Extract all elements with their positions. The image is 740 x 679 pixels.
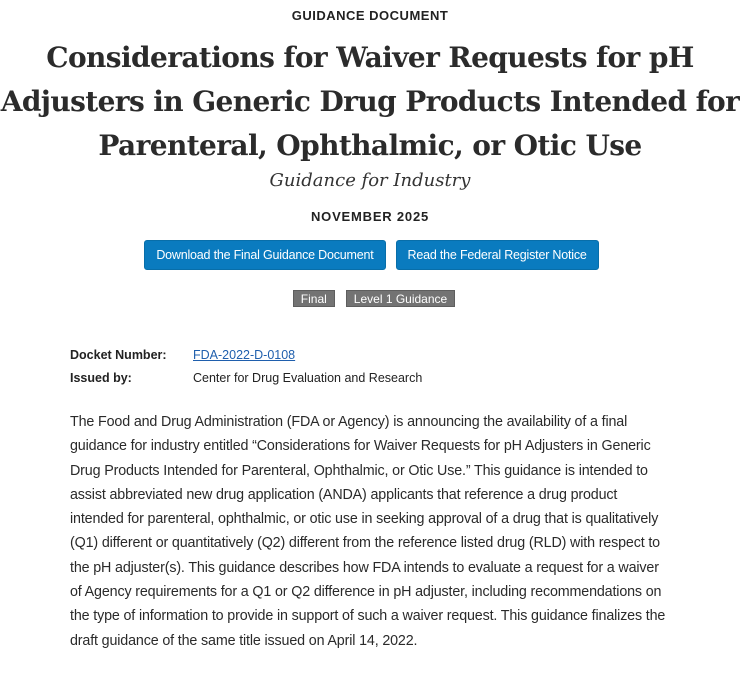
eyebrow-label: GUIDANCE DOCUMENT (291, 8, 449, 23)
document-metadata (70, 347, 422, 393)
status-badges (0, 290, 740, 307)
issuer-value: Center for Drug Evaluation and Research (193, 371, 423, 385)
docket-label: Docket Number: (70, 348, 167, 362)
status-badge-final: Final (293, 290, 335, 307)
federal-register-button[interactable]: Read the Federal Register Notice (396, 240, 599, 270)
issue-date: NOVEMBER 2025 (310, 209, 430, 224)
page-title: Considerations for Waiver Requests for pH Adjusters in Generic Drug Products Intended for Parenteral, Ophthalmic, or Otic Use (0, 41, 740, 162)
summary-paragraph: The Food and Drug Administration (FDA or Agency) is announcing the availability of a final guidance for industry entitled “Considerations for Waiver Requests for pH Adjusters in Generic Drug Products Intended for Parenteral, Ophthalmic, or Otic Use.” This guidance is intended to assist abbreviated new drug application (ANDA) applicants that reference a drug product intended for parenteral, ophthalmic, or otic use in seeking approval of a drug that is qualitatively (Q1) different or quantitatively (Q2) different from the reference listed drug (RLD) with respect to the pH adjuster(s). This guidance describes how FDA intends to evaluate a request for a waiver of Agency requirements for a Q1 or Q2 difference in pH adjuster, including recommendations on the type of information to provide in support of such a waiver request. This guidance finalizes the draft guidance of the same title issued on April 14, 2022. (70, 414, 666, 649)
page-subtitle: Guidance for Industry (269, 170, 471, 191)
download-guidance-button[interactable]: Download the Final Guidance Document (144, 240, 385, 270)
docket-row (70, 347, 422, 370)
issuer-row (70, 370, 422, 393)
issuer-label: Issued by: (70, 371, 132, 385)
action-buttons (0, 240, 740, 270)
docket-link[interactable]: FDA-2022-D-0108 (193, 348, 296, 362)
status-badge-level: Level 1 Guidance (346, 290, 455, 307)
